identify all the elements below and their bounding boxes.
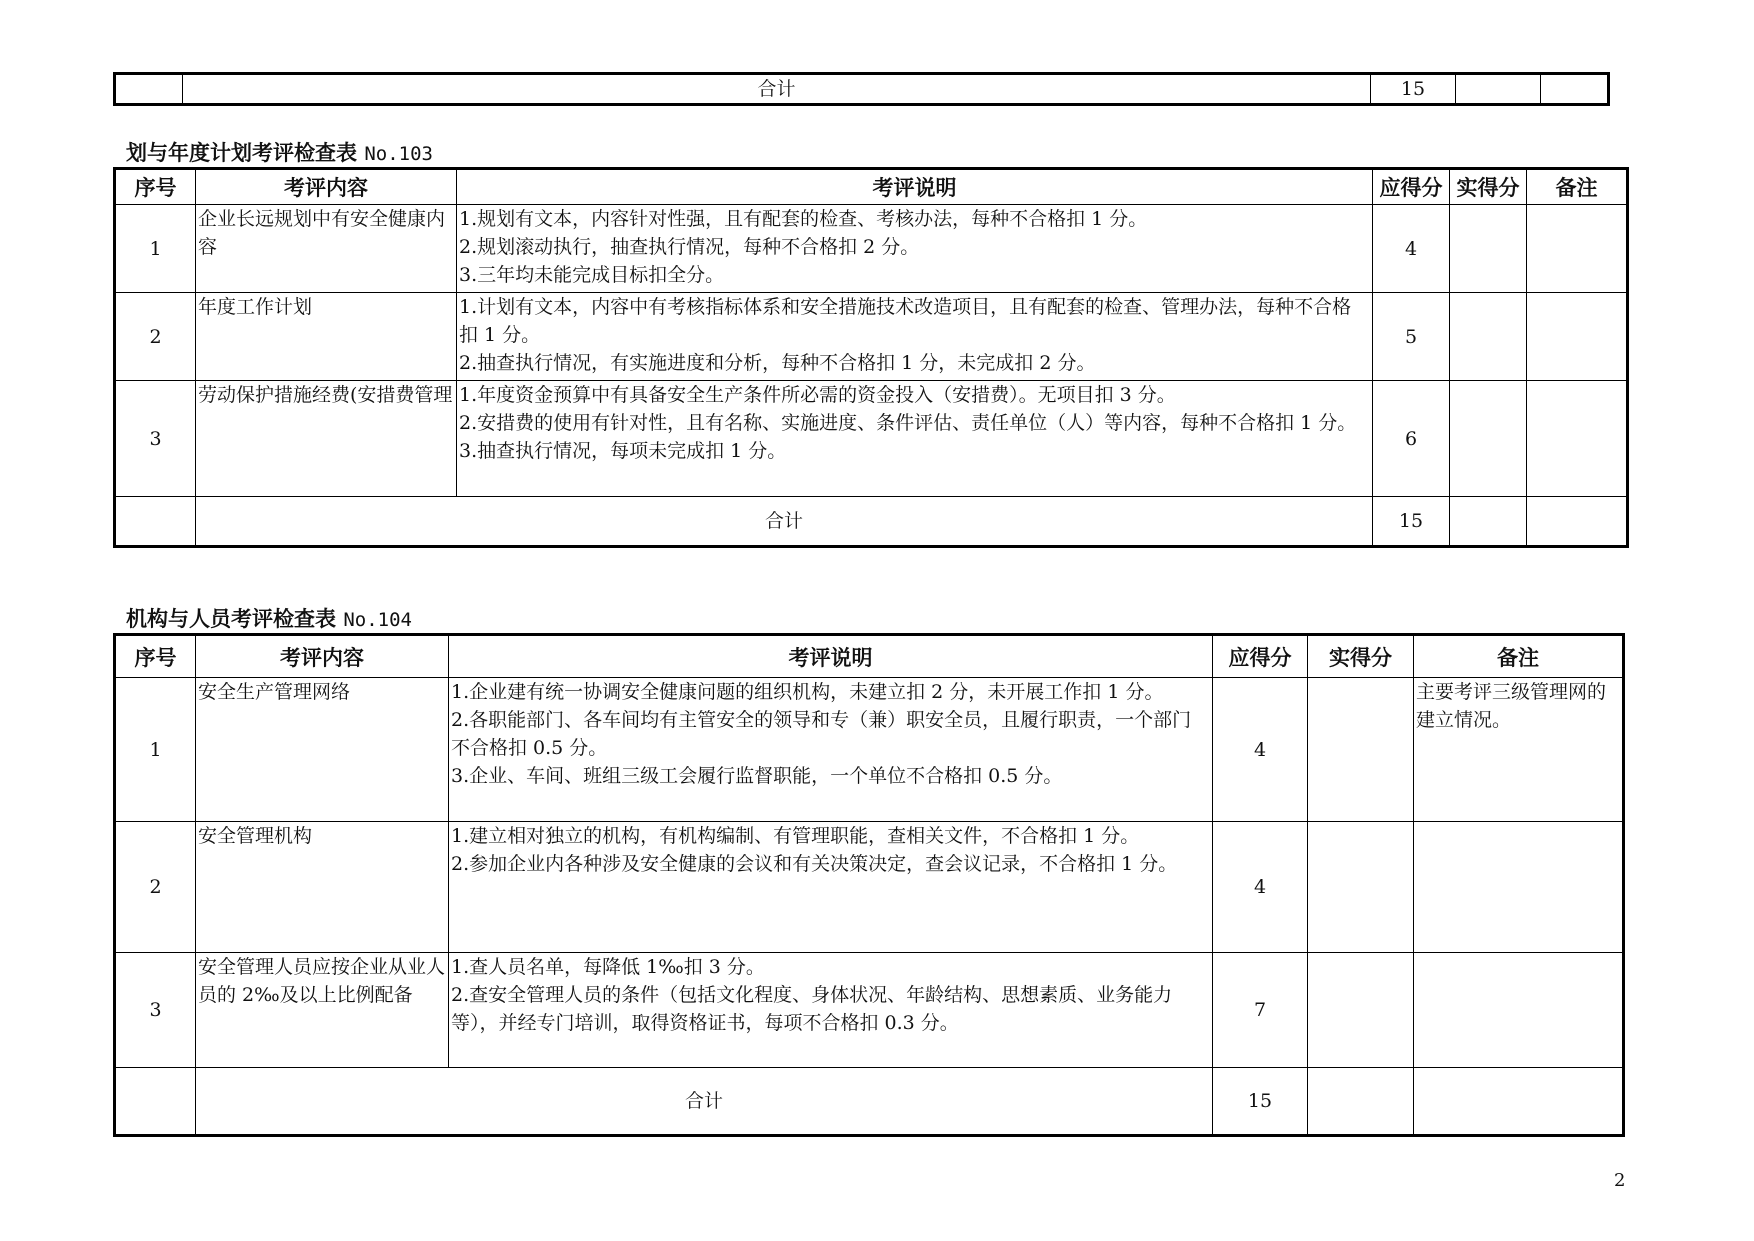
- row-content: 劳动保护措施经费(安措费管理: [196, 381, 457, 497]
- table-103-title: 划与年度计划考评检查表 No.103: [126, 141, 433, 165]
- row-note: [1527, 381, 1628, 497]
- row-description: 1.企业建有统一协调安全健康问题的组织机构，未建立扣 2 分，未开展工作扣 1 分。 2.各职能部门、各车间均有主管安全的领导和专（兼）职安全员，且履行职责，一个部门不合格扣 0.5 分。 3.企业、车间、班组三级工会履行监督职能，一个单位不合格扣 0.5 分。: [449, 678, 1213, 822]
- table-row: [115, 381, 1628, 497]
- total-score: 15: [1371, 74, 1456, 105]
- table-104-title: 机构与人员考评检查表 No.104: [126, 607, 412, 631]
- row-score: 6: [1373, 381, 1450, 497]
- table-total-row: [115, 1068, 1624, 1136]
- row-seq: 2: [115, 293, 196, 381]
- table-103-number: No.103: [364, 143, 433, 165]
- previous-table-total-row: [113, 72, 1610, 106]
- total-score: 15: [1213, 1068, 1308, 1136]
- table-header-row: [115, 635, 1624, 678]
- row-description: 1.规划有文本，内容针对性强，且有配套的检查、考核办法，每种不合格扣 1 分。 2.规划滚动执行，抽查执行情况，每种不合格扣 2 分。 3.三年均未能完成目标扣全分。: [457, 205, 1373, 293]
- table-103: [113, 167, 1629, 548]
- row-note: 主要考评三级管理网的建立情况。: [1414, 678, 1624, 822]
- total-label: 合计: [196, 1068, 1213, 1136]
- row-seq: 3: [115, 381, 196, 497]
- header-actual: 实得分: [1450, 169, 1527, 205]
- table-row: [115, 678, 1624, 822]
- header-note: 备注: [1527, 169, 1628, 205]
- header-score: 应得分: [1373, 169, 1450, 205]
- row-note: [1414, 822, 1624, 953]
- row-score: 4: [1213, 822, 1308, 953]
- row-description: 1.建立相对独立的机构，有机构编制、有管理职能，查相关文件，不合格扣 1 分。 2.参加企业内各种涉及安全健康的会议和有关决策决定，查会议记录，不合格扣 1 分。: [449, 822, 1213, 953]
- row-score: 4: [1373, 205, 1450, 293]
- header-actual: 实得分: [1308, 635, 1414, 678]
- table-header-row: [115, 169, 1628, 205]
- header-description: 考评说明: [449, 635, 1213, 678]
- row-seq: 1: [115, 205, 196, 293]
- total-label: 合计: [183, 74, 1371, 105]
- row-seq: 2: [115, 822, 196, 953]
- row-seq: 1: [115, 678, 196, 822]
- row-content: 年度工作计划: [196, 293, 457, 381]
- row-actual: [1450, 381, 1527, 497]
- table-row: [115, 822, 1624, 953]
- total-label: 合计: [196, 497, 1373, 547]
- row-actual: [1308, 678, 1414, 822]
- table-row: [115, 205, 1628, 293]
- table-total-row: [115, 497, 1628, 547]
- row-description: 1.计划有文本，内容中有考核指标体系和安全措施技术改造项目，且有配套的检查、管理办法，每种不合格扣 1 分。 2.抽查执行情况，有实施进度和分析，每种不合格扣 1 分，未完成扣 2 分。: [457, 293, 1373, 381]
- row-score: 4: [1213, 678, 1308, 822]
- row-actual: [1308, 953, 1414, 1068]
- row-content: 安全生产管理网络: [196, 678, 449, 822]
- row-actual: [1450, 293, 1527, 381]
- row-note: [1527, 293, 1628, 381]
- row-description: 1.年度资金预算中有具备安全生产条件所必需的资金投入（安措费）。无项目扣 3 分。 2.安措费的使用有针对性，且有名称、实施进度、条件评估、责任单位（人）等内容，每种不合格扣 1 分。 3.抽查执行情况，每项未完成扣 1 分。: [457, 381, 1373, 497]
- table-104-number: No.104: [343, 609, 412, 631]
- page-number: 2: [1614, 1170, 1626, 1191]
- row-description: 1.查人员名单，每降低 1‰扣 3 分。 2.查安全管理人员的条件（包括文化程度、身体状况、年龄结构、思想素质、业务能力等），并经专门培训，取得资格证书，每项不合格扣 0.3 分。: [449, 953, 1213, 1068]
- header-note: 备注: [1414, 635, 1624, 678]
- header-content: 考评内容: [196, 635, 449, 678]
- row-content: 安全管理人员应按企业从业人员的 2‰及以上比例配备: [196, 953, 449, 1068]
- row-score: 5: [1373, 293, 1450, 381]
- table-row: [115, 953, 1624, 1068]
- header-description: 考评说明: [457, 169, 1373, 205]
- row-note: [1414, 953, 1624, 1068]
- header-seq: 序号: [115, 635, 196, 678]
- header-score: 应得分: [1213, 635, 1308, 678]
- row-note: [1527, 205, 1628, 293]
- row-actual: [1308, 822, 1414, 953]
- row-seq: 3: [115, 953, 196, 1068]
- header-seq: 序号: [115, 169, 196, 205]
- row-content: 企业长远规划中有安全健康内容: [196, 205, 457, 293]
- total-score: 15: [1373, 497, 1450, 547]
- header-content: 考评内容: [196, 169, 457, 205]
- table-row: [115, 293, 1628, 381]
- row-score: 7: [1213, 953, 1308, 1068]
- row-content: 安全管理机构: [196, 822, 449, 953]
- row-actual: [1450, 205, 1527, 293]
- table-104: [113, 633, 1625, 1137]
